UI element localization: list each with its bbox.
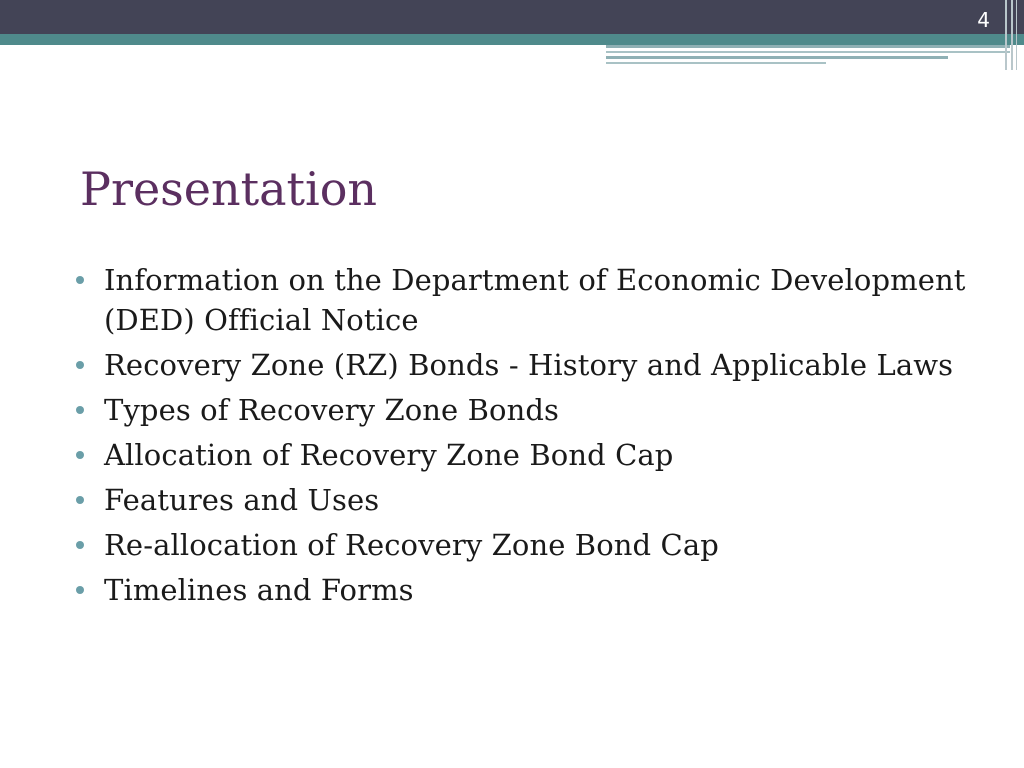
slide-title: Presentation	[80, 162, 378, 216]
decorative-line	[606, 45, 1010, 48]
decorative-line	[606, 51, 1010, 53]
bullet-item	[76, 260, 976, 340]
bullet-item	[76, 345, 976, 385]
header-bar	[0, 0, 1024, 34]
bullet-item	[76, 480, 976, 520]
bullet-list	[76, 260, 976, 615]
bullet-item	[76, 525, 976, 565]
bullet-item	[76, 570, 976, 610]
bullet-dot-icon	[76, 496, 84, 504]
bullet-text: Information on the Department of Economic Development (DED) Official Notice	[104, 263, 966, 337]
decorative-line	[606, 56, 948, 59]
bullet-text: Timelines and Forms	[104, 573, 414, 607]
decorative-line	[606, 62, 826, 64]
decorative-vertical-line	[1016, 0, 1017, 70]
bullet-text: Allocation of Recovery Zone Bond Cap	[104, 438, 674, 472]
bullet-item	[76, 390, 976, 430]
bullet-dot-icon	[76, 451, 84, 459]
bullet-text: Re-allocation of Recovery Zone Bond Cap	[104, 528, 719, 562]
bullet-item	[76, 435, 976, 475]
bullet-dot-icon	[76, 406, 84, 414]
bullet-text: Features and Uses	[104, 483, 380, 517]
bullet-dot-icon	[76, 276, 84, 284]
slide-number: 4	[977, 8, 990, 32]
bullet-dot-icon	[76, 586, 84, 594]
header-accent-band	[0, 34, 1024, 45]
bullet-text: Recovery Zone (RZ) Bonds - History and Applicable Laws	[104, 348, 954, 382]
decorative-vertical-line	[1011, 0, 1013, 70]
bullet-dot-icon	[76, 361, 84, 369]
decorative-vertical-line	[1005, 0, 1007, 70]
bullet-text: Types of Recovery Zone Bonds	[104, 393, 560, 427]
bullet-dot-icon	[76, 541, 84, 549]
